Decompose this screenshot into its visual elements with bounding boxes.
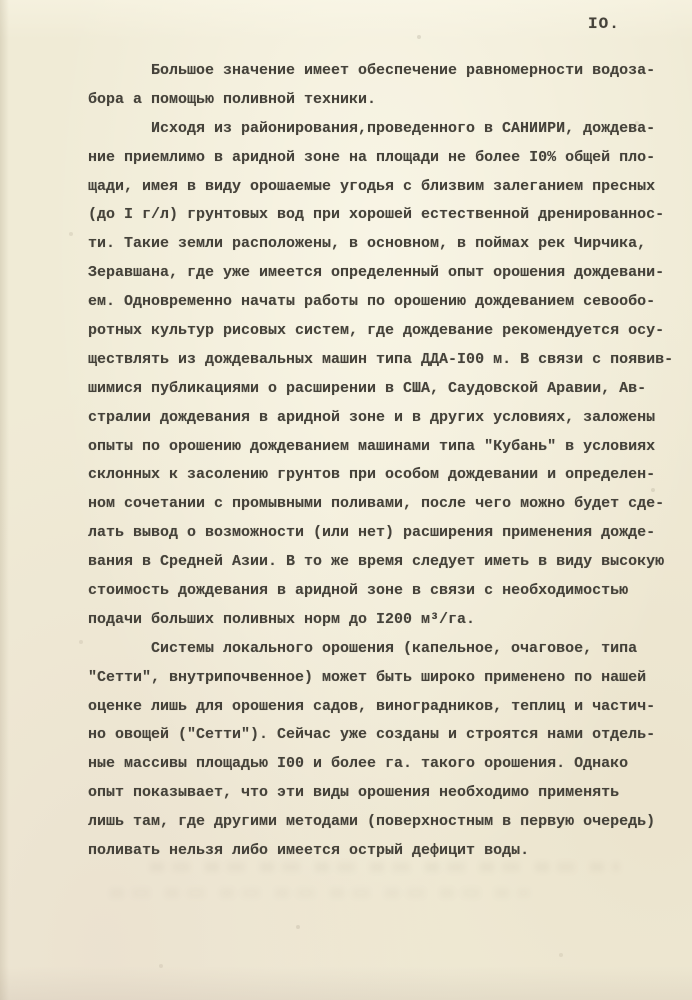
bleed-through-smudge <box>150 862 620 872</box>
text-line: Исходя из районирования,проведенного в САНИИРИ, дождева- <box>151 119 656 137</box>
text-line: Системы локального орошения (капельное, очаговое, типа <box>151 639 638 657</box>
text-line: стралии дождевания в аридной зоне и в других условиях, заложены <box>88 408 656 426</box>
text-line: подачи больших поливных норм до I200 м³/га. <box>88 610 476 628</box>
text-line: но овощей ("Сетти"). Сейчас уже созданы и строятся нами отдель- <box>88 726 656 744</box>
document-body <box>88 57 673 866</box>
text-line: опыты по орошению дождеванием машинами типа "Кубань" в условиях <box>88 437 656 455</box>
paper-speckles <box>0 0 2 2</box>
text-line: лишь там, где другими методами (поверхностным в первую очередь) <box>88 813 656 831</box>
text-line: шимися публикациями о расширении в США, Саудовской Аравии, Ав- <box>88 379 647 397</box>
text-line: лать вывод о возможности (или нет) расширения применения дожде- <box>88 524 656 542</box>
text-line: ние приемлимо в аридной зоне на площади не более I0% общей пло- <box>88 148 656 166</box>
text-line: склонных к засолению грунтов при особом дождевании и определен- <box>88 466 656 484</box>
text-line: поливать нельзя либо имеется острый дефицит воды. <box>88 842 530 860</box>
text-line: опыт показывает, что эти виды орошения необходимо применять <box>88 784 620 802</box>
text-line: ном сочетании с промывными поливами, после чего можно будет сде- <box>88 495 665 513</box>
text-line: вания в Средней Азии. В то же время следует иметь в виду высокую <box>88 553 665 571</box>
text-line: ротных культур рисовых систем, где дождевание рекомендуется осу- <box>88 322 665 340</box>
text-line: ти. Такие земли расположены, в основном, в поймах рек Чирчика, <box>88 235 647 253</box>
text-line: ные массивы площадью I00 и более га. такого орошения. Однако <box>88 755 629 773</box>
bleed-through-smudge <box>110 888 530 898</box>
text-line: "Сетти", внутрипочвенное) может быть широко применено по нашей <box>88 668 647 686</box>
text-line: ществлять из дождевальных машин типа ДДА-I00 м. В связи с появив- <box>88 350 674 368</box>
text-line: Зеравшана, где уже имеется определенный опыт орошения дождевани- <box>88 264 665 282</box>
text-line: щади, имея в виду орошаемые угодья с близвим залеганием пресных <box>88 177 656 195</box>
text-line: оценке лишь для орошения садов, виноградников, теплиц и частич- <box>88 697 656 715</box>
text-line: ем. Одновременно начаты работы по орошению дождеванием севообо- <box>88 293 656 311</box>
text-line: Большое значение имеет обеспечение равномерности водоза- <box>151 62 656 79</box>
page-number: IO. <box>588 15 620 33</box>
text-line: (до I г/л) грунтовых вод при хорошей естественной дренированнос- <box>88 206 665 224</box>
text-line: бора а помощью поливной техники. <box>88 90 377 108</box>
text-line: стоимость дождевания в аридной зоне в связи с необходимостью <box>88 582 629 600</box>
